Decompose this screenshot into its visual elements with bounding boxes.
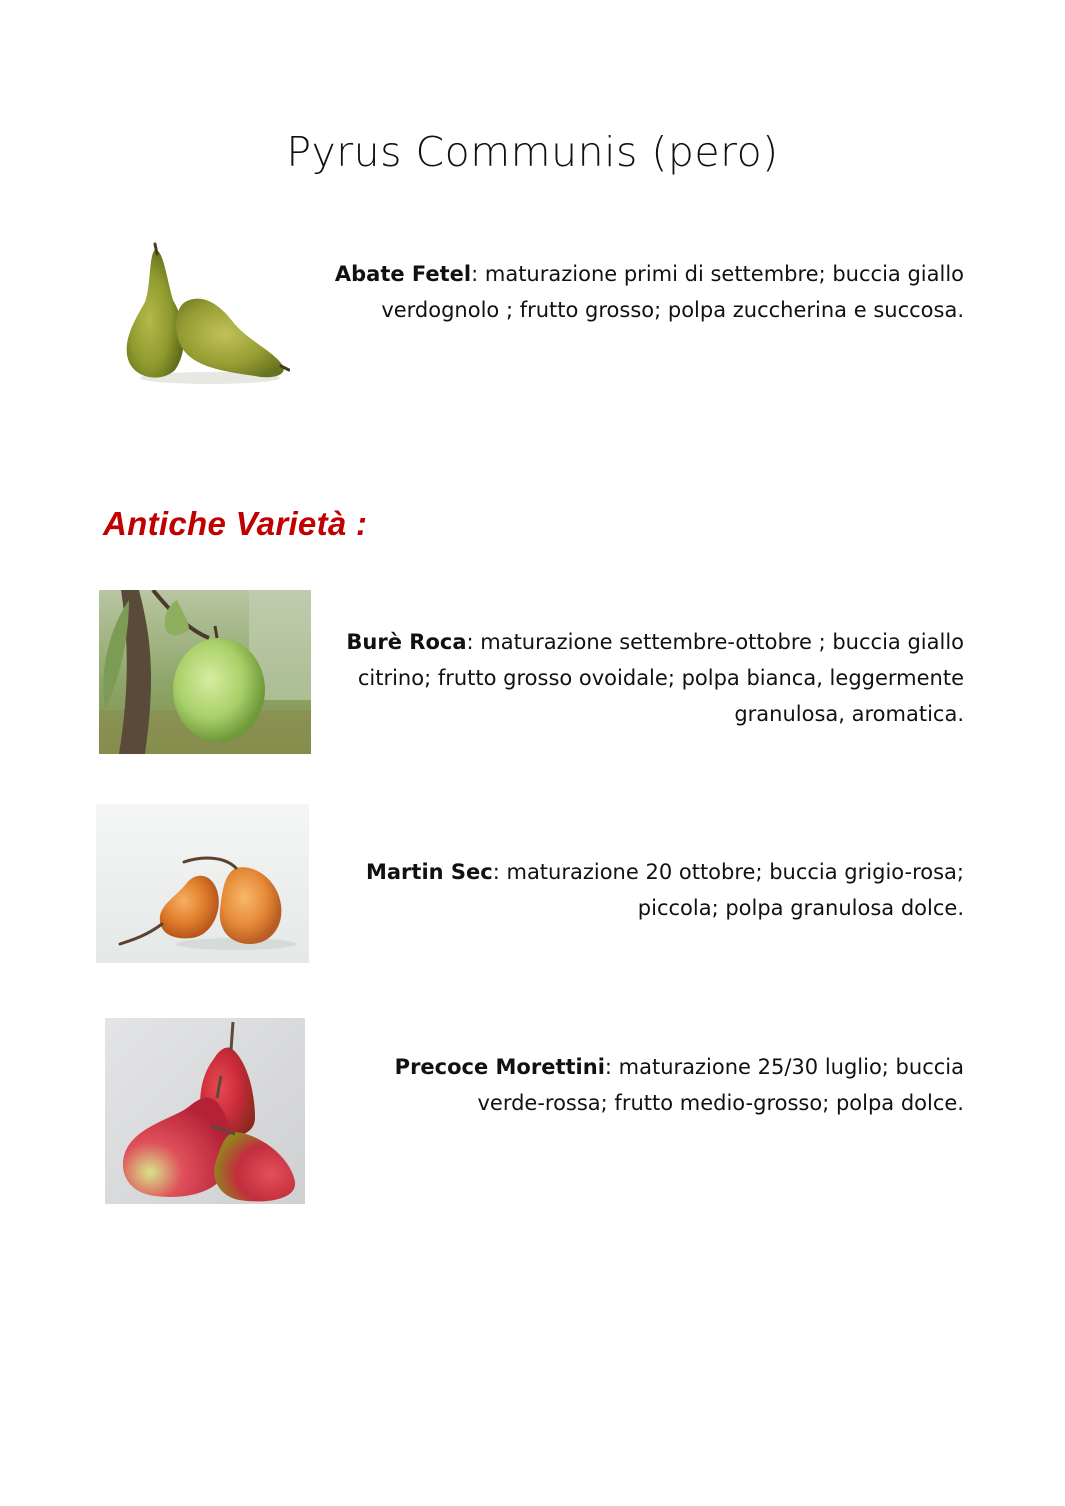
section-heading-antiche: Antiche Varietà : <box>103 505 368 542</box>
pear-on-branch-icon <box>99 590 311 754</box>
variety-martin-sec <box>326 854 964 926</box>
variety-abate-fetel <box>326 256 964 328</box>
variety-name: Precoce Morettini <box>394 1055 605 1079</box>
variety-description: : maturazione 25/30 luglio; buccia verde-rossa; frutto medio-grosso; polpa dolce. <box>477 1055 964 1115</box>
variety-name: Martin Sec <box>365 860 493 884</box>
variety-name: Burè Roca <box>346 630 467 654</box>
variety-description: : maturazione settembre-ottobre ; buccia giallo citrino; frutto grosso ovoidale; polpa bianca, leggermente granulosa, aromatica. <box>357 630 964 726</box>
variety-name: Abate Fetel <box>334 262 472 286</box>
variety-description: : maturazione primi di settembre; buccia giallo verdognolo ; frutto grosso; polpa zuccherina e succosa. <box>381 262 964 322</box>
variety-description: : maturazione 20 ottobre; buccia grigio-rosa; piccola; polpa granulosa dolce. <box>492 860 964 920</box>
page-title: Pyrus Communis (pero) <box>286 128 779 176</box>
variety-precoce-morettini <box>326 1049 964 1121</box>
pear-orange-small-icon <box>96 804 309 963</box>
pear-green-abate-icon <box>115 240 290 385</box>
pear-red-green-icon <box>105 1018 305 1204</box>
variety-bure-roca <box>326 624 964 732</box>
